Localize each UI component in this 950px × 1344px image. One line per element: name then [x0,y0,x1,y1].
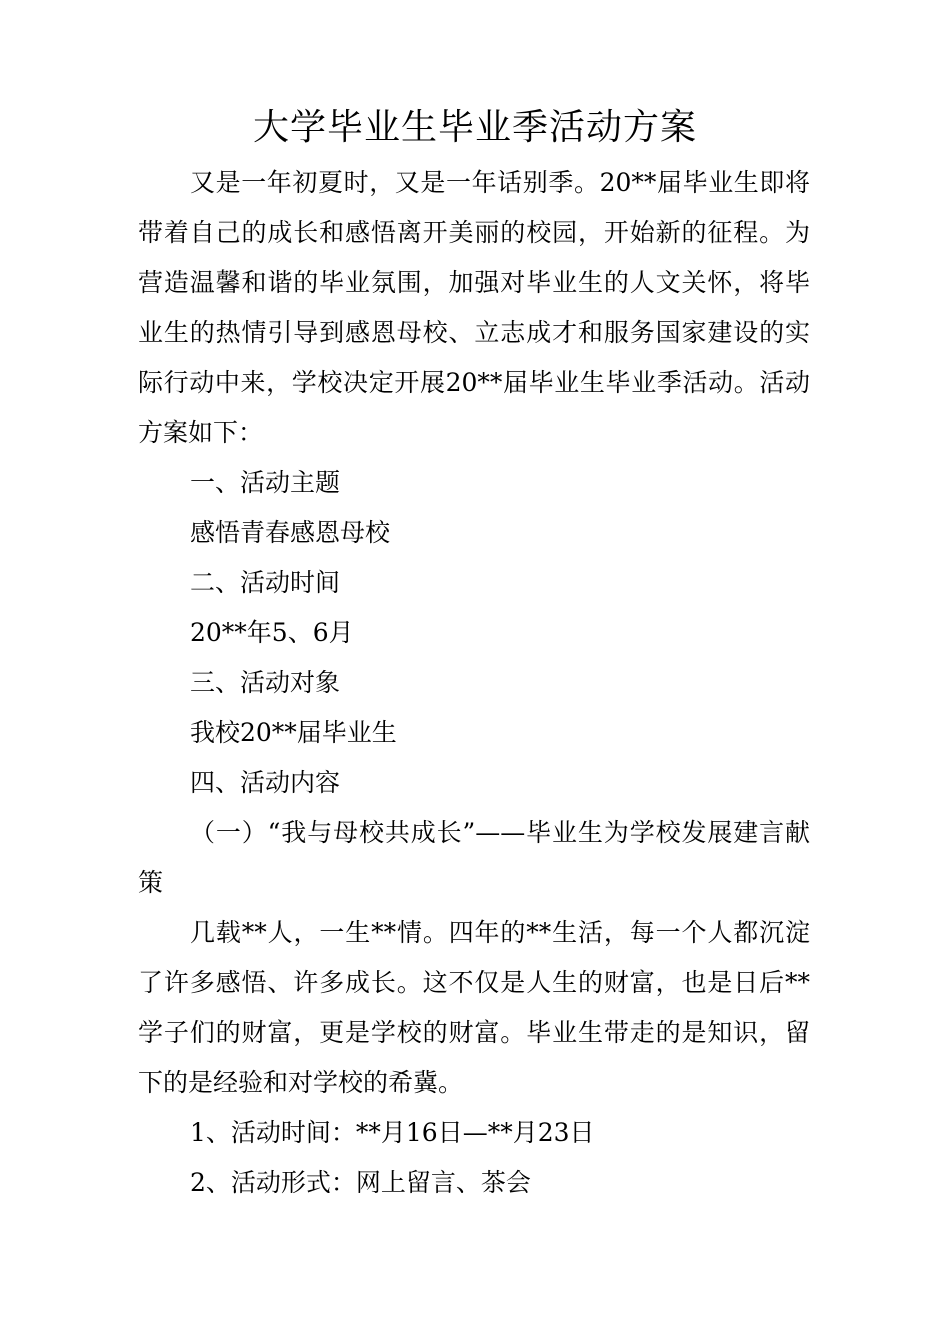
document-body [138,158,810,1208]
section-heading-theme: 一、活动主题 [190,468,341,497]
subsection-heading-1: （一）“我与母校共成长”——毕业生为学校发展建言献策 [138,818,810,897]
section-heading-content: 四、活动内容 [190,768,341,797]
activity-time-item: 1、活动时间：**月16日—**月23日 [190,1118,595,1147]
activity-form-item: 2、活动形式：网上留言、茶会 [190,1168,531,1197]
theme-text: 感悟青春感恩母校 [190,518,391,547]
section-heading-time: 二、活动时间 [190,568,341,597]
document-title: 大学毕业生毕业季活动方案 [252,107,697,148]
time-text: 20**年5、6月 [190,618,354,647]
section-heading-target: 三、活动对象 [190,668,341,697]
intro-paragraph: 又是一年初夏时，又是一年话别季。20**届毕业生即将带着自己的成长和感悟离开美丽的校园，开始新的征程。为营造温馨和谐的毕业氛围，加强对毕业生的人文关怀，将毕业生的热情引导到感恩母校、立志成才和服务国家建设的实际行动中来，学校决定开展20**届毕业生毕业季活动。活动方案如下： [138,168,810,447]
target-text: 我校20**届毕业生 [190,718,397,747]
subsection-paragraph: 几载**人，一生**情。四年的**生活，每一个人都沉淀了许多感悟、许多成长。这不仅是人生的财富，也是日后**学子们的财富，更是学校的财富。毕业生带走的是知识，留下的是经验和对学校的希冀。 [138,918,810,1097]
